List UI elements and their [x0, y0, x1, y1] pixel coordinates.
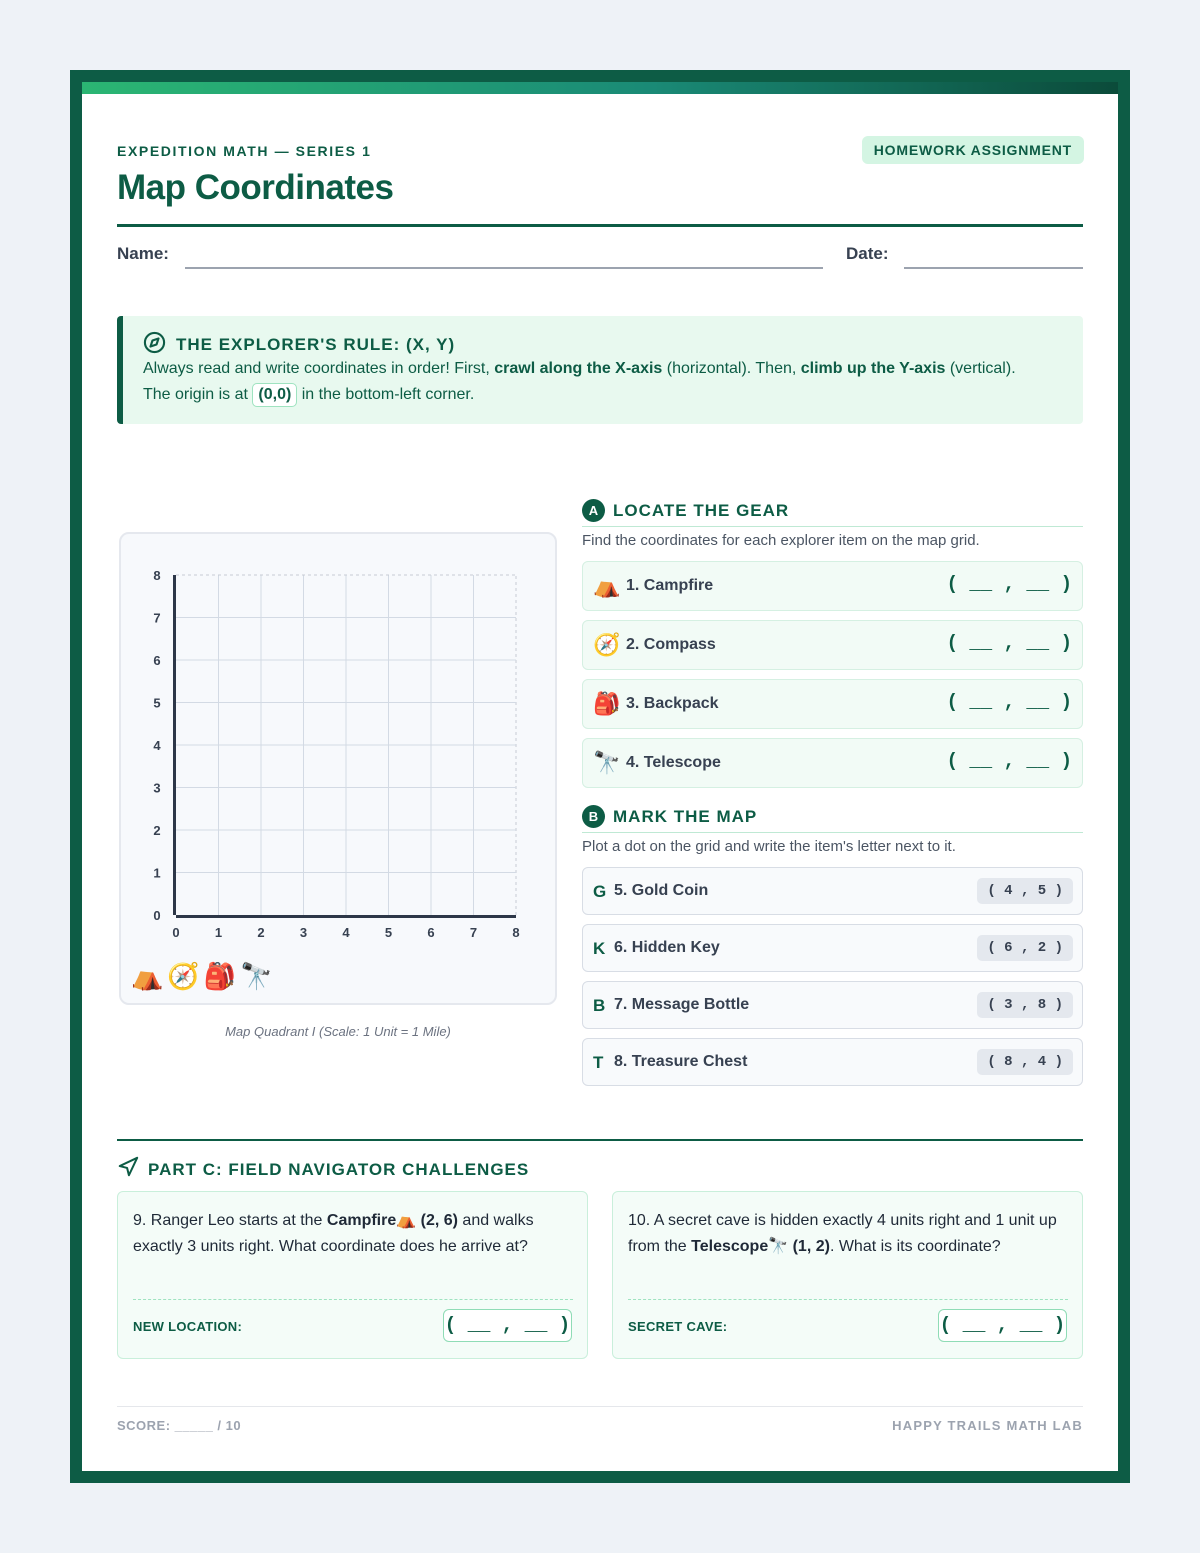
x-tick-label: 3 — [299, 925, 308, 940]
gear-item-label: 2. Compass — [626, 636, 716, 653]
y-tick-label: 4 — [153, 738, 161, 753]
explorer-rule-box — [117, 316, 1083, 424]
section-a-number: A — [582, 499, 605, 522]
y-tick-label: 8 — [153, 568, 161, 583]
coordinate-chip: ( 6 , 2 ) — [977, 935, 1073, 961]
explorer-rule-text: Always read and write coordinates in order! First, crawl along the X-axis (horizontal). Then, climb up the Y-axis (vertical). The origin is at (0,0) in the bottom-left corner. — [143, 356, 1043, 408]
y-tick-label: 3 — [153, 780, 161, 796]
name-label: Name: — [117, 244, 169, 263]
coordinate-answer-blank[interactable]: ( __ , __ ) — [946, 632, 1072, 654]
mark-item-label: 5. Gold Coin — [614, 882, 709, 899]
coordinate-answer-blank[interactable]: ( __ , __ ) — [946, 750, 1072, 772]
mark-item-treasure-chest — [582, 1038, 1083, 1086]
answer-field[interactable]: ( __ , __ ) — [443, 1309, 572, 1342]
worksheet-page — [82, 82, 1118, 1471]
answer-field[interactable]: ( __ , __ ) — [938, 1309, 1067, 1342]
mark-item-label: 6. Hidden Key — [614, 939, 720, 956]
page-title: Map Coordinates — [117, 168, 394, 207]
gear-item-campfire — [582, 561, 1083, 611]
telescope-icon: 🔭 — [593, 750, 621, 775]
y-tick-label: 7 — [153, 610, 161, 626]
x-tick-label: 1 — [214, 925, 223, 940]
section-a-title: LOCATE THE GEAR — [613, 500, 790, 520]
item-letter: B — [593, 996, 606, 1015]
homework-badge: HOMEWORK ASSIGNMENT — [862, 136, 1084, 164]
grid-caption: Map Quadrant I (Scale: 1 Unit = 1 Mile) — [225, 1024, 451, 1039]
coordinate-answer-blank[interactable]: ( __ , __ ) — [946, 691, 1072, 713]
mark-item-message-bottle — [582, 981, 1083, 1029]
gear-item-label: 4. Telescope — [626, 754, 721, 771]
answer-label: SECRET CAVE: — [628, 1319, 728, 1334]
explorer-rule-header — [143, 331, 455, 359]
accent-bar — [82, 82, 1118, 94]
answer-label: NEW LOCATION: — [133, 1319, 243, 1334]
section-b-divider — [582, 832, 1083, 833]
gear-item-backpack — [582, 679, 1083, 729]
challenge-question: 9. Ranger Leo starts at the Campfire⛺ (2, 6) and walks exactly 3 units right. What coordinate does he arrive at? — [133, 1212, 534, 1255]
section-a-divider — [582, 526, 1083, 527]
coordinate-chip: ( 4 , 5 ) — [977, 878, 1073, 904]
x-tick-label: 2 — [257, 925, 265, 940]
section-b-number: B — [582, 805, 605, 828]
telescope-icon: 🔭 — [768, 1238, 789, 1255]
x-tick-label: 6 — [427, 925, 435, 940]
series-label: EXPEDITION MATH — SERIES 1 — [117, 143, 372, 159]
x-tick-label: 8 — [512, 925, 520, 940]
explorer-rule-title: THE EXPLORER'S RULE: (X, Y) — [176, 335, 456, 354]
gear-item-label: 1. Campfire — [626, 577, 714, 594]
challenge-card-10 — [612, 1191, 1083, 1359]
compass-item-icon: 🧭 — [167, 961, 200, 991]
coordinate-chip: ( 3 , 8 ) — [977, 992, 1073, 1018]
mark-item-label: 7. Message Bottle — [614, 996, 750, 1013]
y-tick-label: 2 — [153, 823, 161, 838]
answer-divider — [133, 1299, 573, 1300]
section-b-title: MARK THE MAP — [613, 806, 758, 826]
date-label: Date: — [846, 244, 889, 263]
gear-item-telescope — [582, 738, 1083, 788]
section-b-description: Plot a dot on the grid and write the item's letter next to it. — [582, 838, 956, 855]
score-field[interactable]: SCORE: _____ / 10 — [117, 1418, 242, 1433]
section-a-description: Find the coordinates for each explorer item on the map grid. — [582, 532, 980, 549]
gear-item-label: 3. Backpack — [626, 695, 719, 712]
part-c-divider — [117, 1139, 1083, 1141]
grid-legend-icons — [131, 961, 273, 991]
gear-item-compass — [582, 620, 1083, 670]
worksheet-frame — [70, 70, 1130, 1483]
origin-chip: (0,0) — [252, 383, 297, 407]
coordinate-answer-blank[interactable]: ( __ , __ ) — [946, 573, 1072, 595]
date-field[interactable] — [904, 267, 1083, 269]
part-c-header — [117, 1156, 529, 1183]
compass-item-icon: 🧭 — [593, 632, 621, 657]
navigation-arrow-icon — [117, 1156, 139, 1183]
mark-item-label: 8. Treasure Chest — [614, 1053, 748, 1070]
answer-divider — [628, 1299, 1068, 1300]
challenge-card-9 — [117, 1191, 588, 1359]
part-c-title: PART C: FIELD NAVIGATOR CHALLENGES — [148, 1159, 530, 1179]
campfire-icon: ⛺ — [593, 573, 621, 598]
y-tick-label: 6 — [153, 653, 161, 668]
campfire-icon: ⛺ — [131, 961, 164, 991]
coordinate-grid[interactable] — [121, 534, 555, 954]
y-tick-label: 0 — [153, 908, 161, 923]
coordinate-grid-card — [119, 532, 557, 1005]
challenge-question: 10. A secret cave is hidden exactly 4 units right and 1 unit up from the Telescope🔭 (1, 2). What is its coordinate? — [628, 1212, 1057, 1255]
y-tick-label: 5 — [153, 695, 161, 711]
compass-icon — [143, 331, 166, 359]
coordinate-chip: ( 8 , 4 ) — [977, 1049, 1073, 1075]
footer-divider — [117, 1406, 1083, 1407]
item-letter: G — [593, 882, 607, 901]
x-tick-label: 0 — [172, 925, 180, 940]
backpack-icon: 🎒 — [593, 691, 621, 716]
y-tick-label: 1 — [153, 865, 161, 881]
campfire-icon: ⛺ — [396, 1212, 417, 1229]
x-tick-label: 4 — [342, 925, 350, 940]
item-letter: T — [593, 1053, 604, 1072]
x-tick-label: 5 — [384, 925, 393, 940]
name-field[interactable] — [185, 267, 823, 269]
item-letter: K — [593, 939, 606, 958]
mark-item-hidden-key — [582, 924, 1083, 972]
title-divider — [117, 224, 1083, 227]
backpack-icon: 🎒 — [203, 961, 237, 991]
telescope-icon: 🔭 — [240, 961, 273, 991]
section-b-header — [582, 805, 757, 828]
x-tick-label: 7 — [469, 925, 478, 940]
mark-item-gold-coin — [582, 867, 1083, 915]
section-a-header — [582, 499, 789, 522]
brand-label: HAPPY TRAILS MATH LAB — [892, 1418, 1083, 1433]
